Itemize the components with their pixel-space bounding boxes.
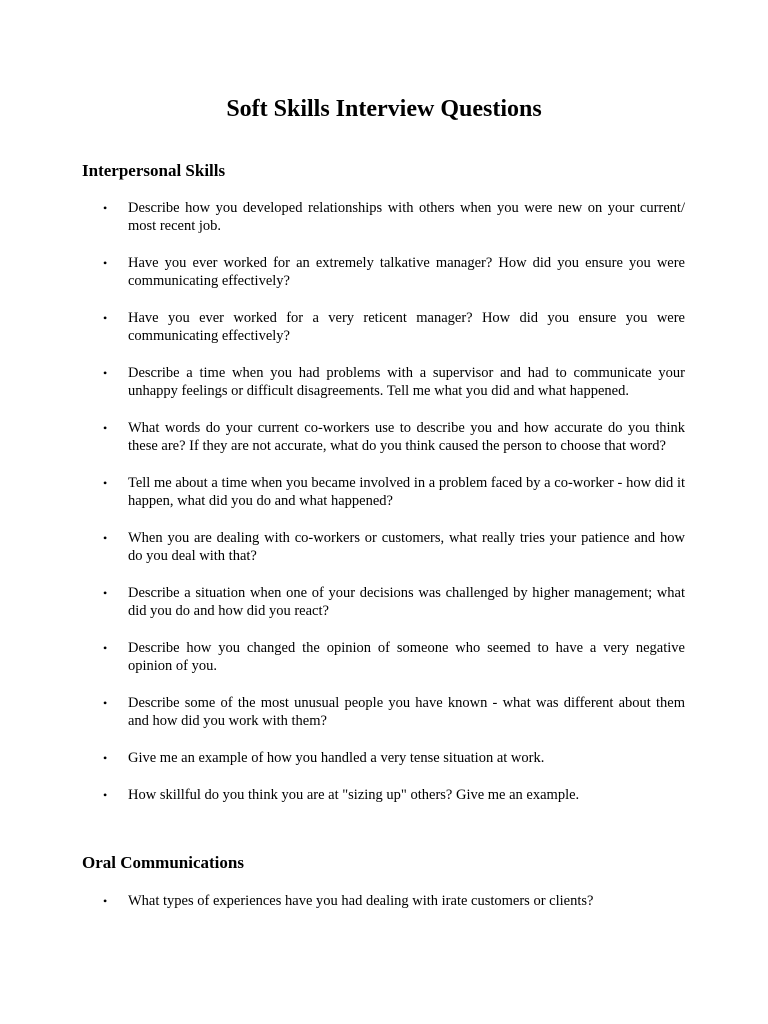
bullet-icon: • <box>103 641 108 655</box>
section-heading-oral-communications: Oral Communications <box>82 853 244 872</box>
bullet-icon: • <box>103 366 108 380</box>
list-item: • Have you ever worked for a very reticent manager? How did you ensure you were communicating effectively? <box>103 310 685 344</box>
oral-communications-question-list <box>0 892 768 929</box>
bullet-icon: • <box>103 696 108 710</box>
list-item: • Describe how you developed relationships with others when you were new on your current/ most recent job. <box>103 200 685 234</box>
list-item: • Give me an example of how you handled a very tense situation at work. <box>103 750 545 766</box>
bullet-icon: • <box>103 894 108 908</box>
bullet-icon: • <box>103 586 108 600</box>
bullet-icon: • <box>103 751 108 765</box>
list-item: • Describe some of the most unusual people you have known - what was different about them and how did you work with them? <box>103 695 685 729</box>
list-item: • What words do your current co-workers use to describe you and how accurate do you think these are? If they are not accurate, what do you think caused the person to choose that word? <box>103 420 685 454</box>
list-item: • Have you ever worked for an extremely talkative manager? How did you ensure you were communicating effectively? <box>103 255 685 289</box>
bullet-icon: • <box>103 311 108 325</box>
bullet-icon: • <box>103 531 108 545</box>
list-item: • Describe a situation when one of your decisions was challenged by higher management; what did you do and how did you react? <box>103 585 685 619</box>
bullet-icon: • <box>103 788 108 802</box>
list-item: • When you are dealing with co-workers or customers, what really tries your patience and how do you deal with that? <box>103 530 685 564</box>
list-item: • Tell me about a time when you became involved in a problem faced by a co-worker - how did it happen, what did you do and what happened? <box>103 475 685 509</box>
bullet-icon: • <box>103 256 108 270</box>
bullet-icon: • <box>103 201 108 215</box>
section-heading-interpersonal-skills: Interpersonal Skills <box>82 161 226 180</box>
list-item: • Describe how you changed the opinion of someone who seemed to have a very negative opinion of you. <box>103 640 685 674</box>
list-item: • What types of experiences have you had dealing with irate customers or clients? <box>103 893 594 909</box>
list-item: • How skillful do you think you are at "sizing up" others? Give me an example. <box>103 787 580 803</box>
bullet-icon: • <box>103 476 108 490</box>
page-title: Soft Skills Interview Questions <box>226 96 542 122</box>
list-item: • Describe a time when you had problems with a supervisor and had to communicate your unhappy feelings or difficult disagreements. Tell me what you did and what happened. <box>103 365 685 399</box>
bullet-icon: • <box>103 421 108 435</box>
interpersonal-skills-question-list <box>0 199 768 823</box>
